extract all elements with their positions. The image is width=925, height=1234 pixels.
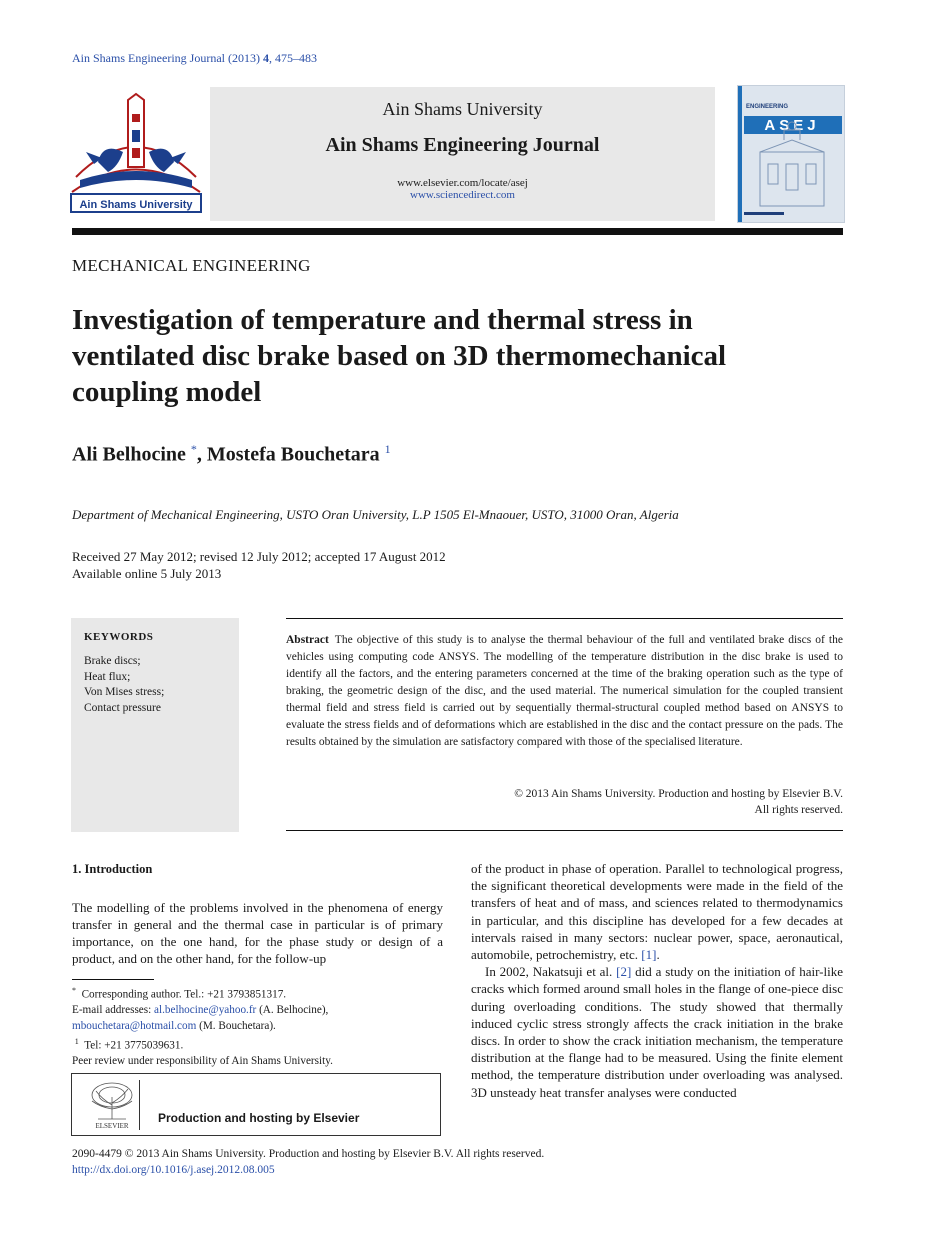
footnotes [72, 983, 443, 1070]
journal-banner [210, 87, 715, 221]
university-name: Ain Shams University [382, 99, 543, 119]
footnote-rule [72, 979, 154, 980]
intro-paragraph: In 2002, Nakatsuji et al. [2] did a study on the initiation of hair-like cracks which formed around small holes in the flange of one-piece disc during overloading conditions. The study showed that thermally induced cyclic stress strongly affects the crack initiation in the brake discs. In order to show the crack initiation mechanism, the temperature distribution at the flange had to be measured. Using the finite element method, the temperature distribution under overloading was analysed. 3D unsteady heat transfer analyses were conducted [471, 964, 843, 1100]
citation-link[interactable]: [1] [641, 947, 657, 963]
copyright-line: © 2013 Ain Shams University. Production and hosting by Elsevier B.V. [514, 788, 843, 800]
page-footer [72, 1146, 544, 1178]
cover-acronym: ASEJ [764, 117, 820, 134]
section-label: MECHANICAL ENGINEERING [72, 256, 311, 275]
journal-cover [737, 85, 845, 223]
introduction-heading: 1. Introduction [72, 862, 153, 876]
abstract-rule-top [286, 618, 843, 619]
email-footnote: E-mail addresses: al.belhocine@yahoo.fr (A. Belhocine), mbouchetara@hotmail.com (M. Bouchetara). [72, 1004, 329, 1032]
email-link-bouchetara[interactable]: mbouchetara@hotmail.com [72, 1019, 197, 1032]
abstract-copyright [286, 786, 843, 818]
footnote-star: * [72, 986, 76, 995]
keyword-item: Von Mises stress; [84, 686, 165, 698]
journal-cover-image [738, 86, 844, 222]
elsevier-tree-icon [84, 1079, 140, 1131]
author-separator: , [196, 443, 207, 466]
rights-line: All rights reserved. [754, 804, 843, 816]
received-dates: Received 27 May 2012; revised 12 July 2012; accepted 17 August 2012 [72, 549, 446, 564]
logo-text: Ain Shams University [79, 199, 193, 211]
author-name[interactable]: Ali Belhocine [72, 443, 186, 466]
journal-url[interactable]: www.elsevier.com/locate/asej [397, 177, 528, 189]
abstract-rule-bottom [286, 830, 843, 831]
journal-name: Ain Shams Engineering Journal [325, 134, 600, 156]
email-link-belhocine[interactable]: al.belhocine@yahoo.fr [154, 1004, 257, 1017]
journal-ref-prefix: Ain Shams Engineering Journal (2013) [72, 51, 263, 65]
keyword-item: Contact pressure [84, 701, 161, 714]
intro-paragraph: of the product in phase of operation. Parallel to technological progress, the significant theoretical developments were made in the field of the transfers of heat and of mass, and sciences related to thermodynamics in particular, and this discipline has developed for a few decades at intervals raised in many sectors: nuclear power, space, aeronautical, automobile, petrochemistry, etc. [1]. [471, 861, 843, 963]
online-date: Available online 5 July 2013 [72, 566, 222, 581]
header-rule [72, 228, 843, 235]
sciencedirect-link[interactable]: www.sciencedirect.com [410, 189, 515, 201]
doi-link[interactable]: http://dx.doi.org/10.1016/j.asej.2012.08.005 [72, 1164, 275, 1176]
intro-paragraph: The modelling of the problems involved in the phenomena of energy transfer in general and the thermal case in particular is of primary importance, on the one hand, for the phase study or design of a product, and on the other hand, for the follow-up [72, 900, 443, 966]
university-emblem-icon [68, 92, 204, 216]
abstract-text: The objective of this study is to analyse the thermal behaviour of the full and ventilated brake discs of the vehicles using computing code ANSYS. The modelling of the temperature distribution in the disc brake is used to identify all the factors, and the entering parameters concerned at the time of the braking operation such as the type of braking, the geometric design of the disc, and the used material. The numerical simulation for the coupled transient thermal field and stress field is carried out by sequentially thermal-structural coupled method based on ANSYS to evaluate the stress fields and of deformations which are established in the disc and the contact pressure on the pads. The results obtained by the simulation are satisfactory compared with those of the specialised literature. [286, 634, 843, 748]
article-dates [72, 548, 446, 582]
elsevier-box [71, 1073, 441, 1136]
footnote-number: 1 [74, 1037, 79, 1047]
corresponding-mark[interactable]: * [190, 442, 197, 456]
abstract [286, 632, 843, 751]
university-logo [68, 92, 204, 216]
keyword-item: Brake discs; [84, 655, 141, 667]
elsevier-logo-text: ELSEVIER [95, 1122, 129, 1130]
affiliation: Department of Mechanical Engineering, USTO Oran University, L.P 1505 El-Mnaouer, USTO, 31000 Oran, Algeria [72, 507, 679, 522]
corresponding-footnote: * Corresponding author. Tel.: +21 3793851317. [72, 986, 287, 1001]
elsevier-hosting-text: Production and hosting by Elsevier [158, 1111, 360, 1125]
journal-pages: , 475–483 [268, 51, 317, 65]
abstract-heading: Abstract [286, 634, 329, 646]
journal-reference [72, 51, 317, 66]
footnote-mark[interactable]: 1 [384, 442, 391, 456]
peer-review-note: Peer review under responsibility of Ain Shams University. [72, 1055, 333, 1068]
keywords-box [71, 618, 239, 832]
issn-line: 2090-4479 © 2013 Ain Shams University. Production and hosting by Elsevier B.V. All rights reserved. [72, 1148, 545, 1160]
article-title: Investigation of temperature and thermal stress in ventilated disc brake based on 3D thermomechanical coupling model [72, 304, 727, 408]
author-name[interactable]: Mostefa Bouchetara [206, 443, 380, 466]
citation-link[interactable]: [2] [616, 964, 632, 980]
elsevier-divider [139, 1080, 140, 1130]
intro-column-right [471, 860, 843, 1101]
keywords-heading: KEYWORDS [84, 631, 154, 643]
tel-footnote: $^1$ Tel: +21 3775039631. [74, 1037, 184, 1052]
keyword-item: Heat flux; [84, 670, 131, 683]
author-list [72, 442, 391, 467]
keywords-list [84, 654, 164, 716]
cover-title-top: ENGINEERING [746, 104, 789, 110]
journal-volume: 4 [262, 51, 269, 65]
